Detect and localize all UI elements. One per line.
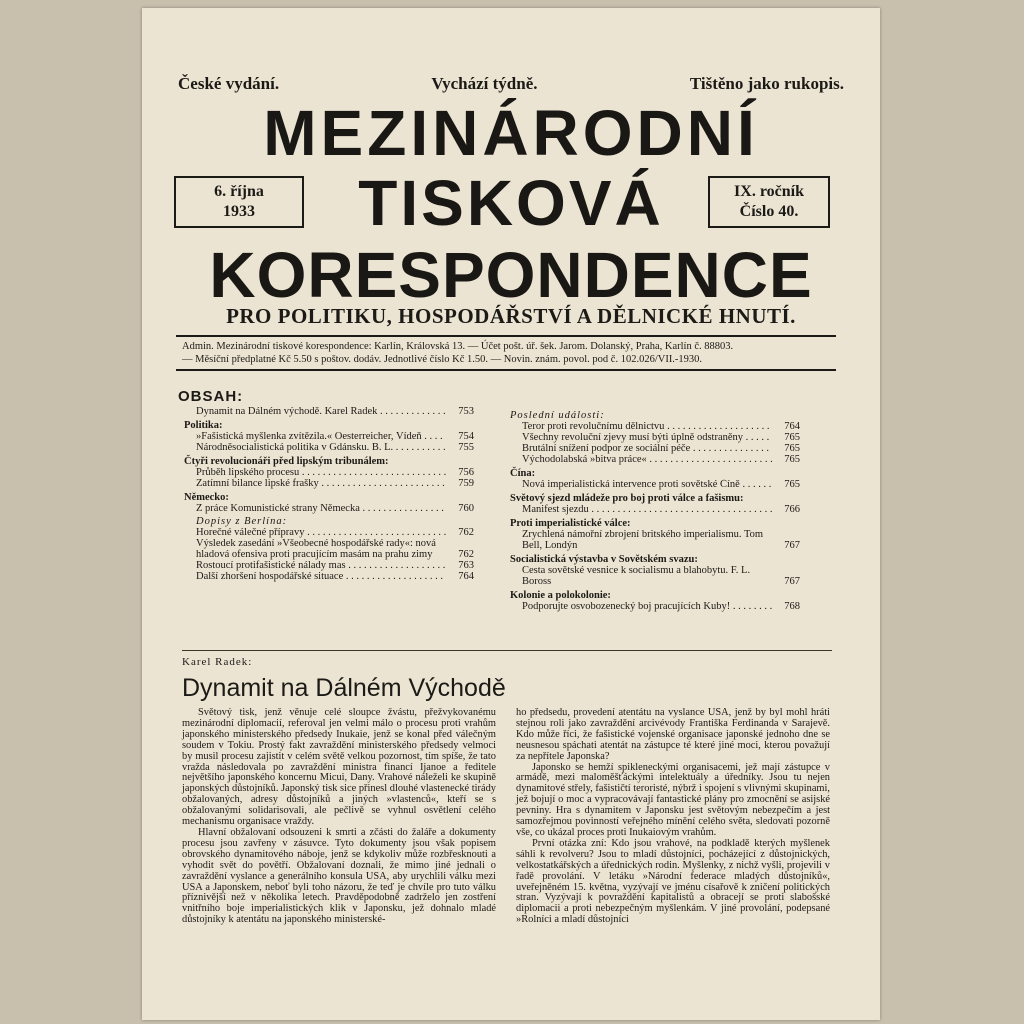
contents-right-column (510, 408, 800, 612)
masthead-line-3: KORESPONDENCE (209, 239, 813, 311)
date-day: 6. října (214, 183, 264, 200)
article-author: Karel Radek: (182, 656, 253, 668)
toc-section: Čtyři revolucionáři před lipským tribunálem: (184, 456, 389, 467)
toc-entry[interactable]: Zrychlená námořní zbrojení britského imperialismu. Tom Bell, Londýn 767 (522, 529, 800, 551)
toc-entry[interactable]: Další zhoršení hospodářské situace . . . 764 (184, 571, 474, 582)
contents-left-column (184, 406, 474, 582)
toc-entry[interactable]: Zatímní bilance lipské frašky . . . 759 (184, 478, 474, 489)
toc-section: Politika: (184, 420, 223, 431)
header-top-row (178, 74, 844, 94)
edition-label: České vydání. (178, 74, 280, 93)
toc-entry[interactable]: Brutální snížení podpor ze sociální péče . . . 765 (510, 443, 800, 454)
toc-entry[interactable]: Výsledek zasedání »Všeobecné hospodářské rady«: nová hladová ofensiva proti pracujícím masám na prahu zimy 762 (196, 538, 474, 560)
toc-entry[interactable]: Východolabská »bitva práce« . . . 765 (510, 454, 800, 465)
toc-entry[interactable]: Dynamit na Dálném východě. Karel Radek . . . 753 (184, 406, 474, 417)
admin-line-1: Admin. Mezinárodní tiskové korespondence: Karlín, Královská 13. — Účet pošt. úř. šek. Jarom. Dolanský, Praha, Karlín č. 88803. (182, 341, 734, 352)
date-year: 1933 (223, 203, 255, 220)
toc-entry[interactable]: Teror proti revolučnímu dělnictvu . . . 764 (510, 421, 800, 432)
toc-subgroup: Poslední události: (510, 410, 605, 421)
masthead-line-1: MEZINÁRODNÍ (263, 97, 759, 169)
toc-entry[interactable]: »Fašistická myšlenka zvítězila.« Oesterreicher, Vídeň . . . 754 (184, 431, 474, 442)
toc-entry[interactable]: Rostoucí protifašistické nálady mas . . . 763 (184, 560, 474, 571)
admin-info (176, 335, 836, 371)
frequency-label: Vychází týdně. (431, 74, 538, 93)
toc-entry[interactable]: Národněsocialistická politika v Gdánsku. B. L. . . . 755 (184, 442, 474, 453)
divider (182, 650, 832, 651)
toc-section: Socialistická výstavba v Sovětském svazu: (510, 554, 698, 565)
paragraph: První otázka zní: Kdo jsou vrahové, na podkladě kterých myšlenek sáhli k revolveru? Jsou to mladí důstojníci, pocházející z důstojnických, velkostatkářských a úřednických rodin. Myšlenky, z nichž vyšli, projevili v řadě provolání. V letáku »Národní federace mladých důstojníků«, uveřejněném 15. května, vyzývají ve jménu císařově k zničení politických stran. Vyzývají k povraždění kapitalistů a obracejí se proti slabošské diplomacii a proti nebezpečným myšlenkám. V jiné provolání, podepsané »Rolníci a mladí důstojníci (516, 837, 830, 926)
issue-box (708, 176, 830, 228)
toc-section: Čína: (510, 468, 536, 479)
issue-volume: IX. ročník (734, 183, 804, 200)
article-column-right (516, 708, 830, 926)
toc-section: Proti imperialistické válce: (510, 518, 631, 529)
article-column-left (182, 708, 496, 926)
toc-section: Německo: (184, 492, 229, 503)
masthead-line-2: TISKOVÁ (358, 167, 664, 239)
contents-heading: OBSAH: (178, 388, 244, 405)
toc-subgroup: Dopisy z Berlína: (196, 516, 288, 527)
issue-number: Číslo 40. (739, 203, 799, 220)
toc-entry[interactable]: Průběh lipského procesu . . . 756 (184, 467, 474, 478)
paragraph: Japonsko se hemží spikleneckými organisacemi, jež mají zástupce v armádě, mezi maloměšťáckými intelektuály a úředníky. Jsou tu nejen dynamitové střely, fašističtí teroristé, nýbrž i spojení s vlivnými skupinami, jež bojují o moc a vypracovávají fantastické plány pro zmocnění se asijské pevniny. Hra s dynamitem v Japonsku jest světovým nebezpečím a jest samozřejmou povinností veřejného mínění celého světa, sledovati pozorně vše, co ukázal proces proti Inukaiovým vrahům. (516, 761, 830, 838)
newspaper-page (142, 8, 880, 1020)
toc-section: Kolonie a polokolonie: (510, 590, 611, 601)
paragraph: Světový tisk, jenž věnuje celé sloupce žvástu, přežvykovanému mezinárodní diplomacií, referoval jen velmi málo o procesu proti vrahům japonského ministerského předsedy Inukaie, jenž se konal před válečným soudem v Tokiu. Prostý fakt zavraždění ministerského předsedy velmoci by musil procesu zajistit v celém světě velkou pozornost, tím spíše, že tato vražda následovala po zavraždění ministra financí Ijanoe a ředitele největšího japonského koncernu Micui, Dany. Vrahové náleželi ke skupině japonských důstojníků. Japonský tisk sice přinesl dlouhé vlastenecké tirády obžalovaných, adresy důstojníků a jiných »vlastenců«, kteří se s obžalovanými solidarisovali, ale pečlivě se vyhnul osvětlení celého mechanismu organisace vraždy. (182, 707, 496, 828)
date-box (174, 176, 304, 228)
toc-entry[interactable]: Cesta sovětské vesnice k socialismu a blahobytu. F. L. Boross 767 (522, 565, 800, 587)
toc-section: Světový sjezd mládeže pro boj proti válce a fašismu: (510, 493, 744, 504)
toc-entry[interactable]: Z práce Komunistické strany Německa . . . 760 (184, 503, 474, 514)
toc-entry[interactable]: Horečné válečné přípravy . . . 762 (184, 527, 474, 538)
masthead-subtitle: PRO POLITIKU, HOSPODÁŘSTVÍ A DĚLNICKÉ HNUTÍ. (226, 304, 796, 328)
paragraph: Hlavní obžalovaní odsouzeni k smrti a zčásti do žaláře a dokumenty procesu jsou zavřeny v zásuvce. Tyto dokumenty jsou však popisem obrovského dynamitového náboje, jenž se kdykoliv může rozbřesknouti a vyhodit svět do povětří. Obžalovaní doznali, že mimo jiné jednali o zavraždění vyslance a generálního konsula USA, aby urychlili válku mezi USA a Japonskem, neboť byli toho názoru, že teď je chvíle pro tuto válku příznivější než v několika letech. Pravděpodobně zadrželo jen zostření vnitřního boje imperialistických klik v Japonsku, jež dohnalo mladé důstojníky k atentátu na japonského ministerské- (182, 826, 496, 926)
toc-entry[interactable]: Manifest sjezdu . . . 766 (510, 504, 800, 515)
print-label: Tištěno jako rukopis. (689, 74, 844, 93)
article-title: Dynamit na Dálném Východě (182, 674, 506, 702)
toc-entry[interactable]: Nová imperialistická intervence proti sovětské Číně . . . 765 (510, 479, 800, 490)
paragraph: ho předsedu, provedení atentátu na vyslance USA, jenž by byl mohl hráti stejnou roli jako zavraždění arcivévody Františka Ferdinanda v Sarajevě. Kdo může říci, že fašistické vojenské organisace japonské jednoho dne se neusnesou spáchati atentát na zástupce té které jiné moci, kterou považují za nepřítele Japonska? (516, 707, 830, 762)
toc-entry[interactable]: Všechny revoluční zjevy musí býti úplně odstraněny . . . 765 (510, 432, 800, 443)
toc-entry[interactable]: Podporujte osvobozenecký boj pracujících Kuby! . . . 768 (510, 601, 800, 612)
admin-line-2: — Měsíční předplatné Kč 5.50 s poštov. dodáv. Jednotlivé číslo Kč 1.50. — Novin. znám. povol. pod č. 102.026/VII.-1930. (182, 354, 703, 365)
